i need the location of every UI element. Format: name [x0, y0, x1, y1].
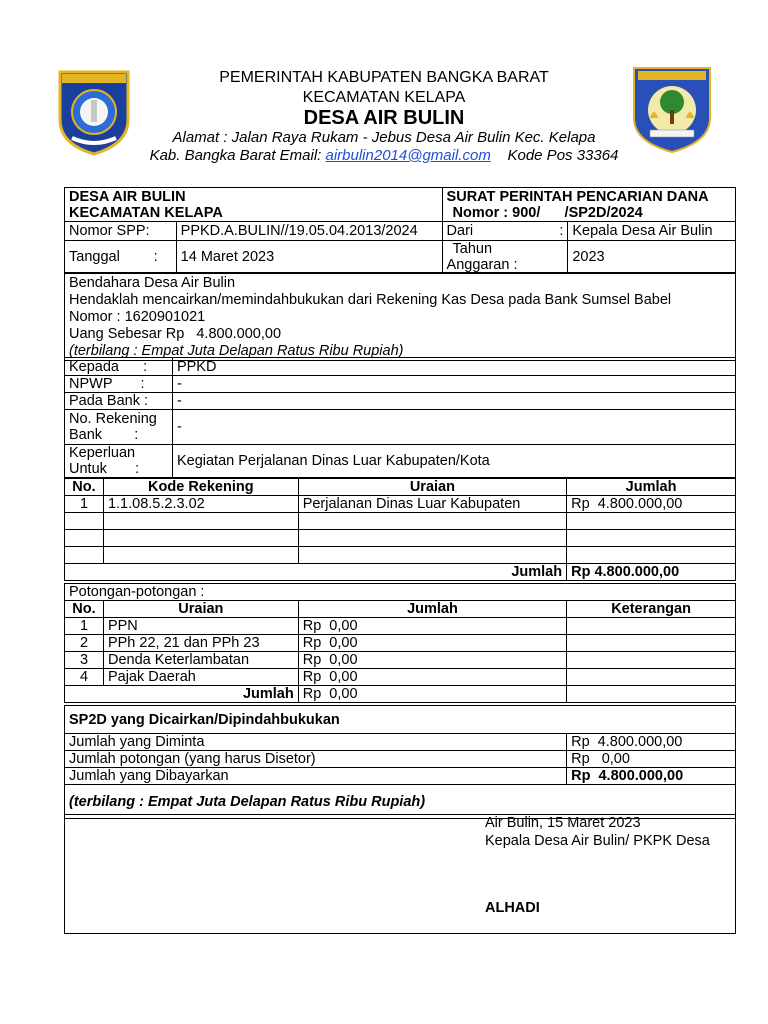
header-title: DESA AIR BULIN: [303, 107, 465, 129]
recipient-table: [64, 357, 736, 478]
table-row-empty: [65, 530, 736, 547]
table-row: 2 PPh 22, 21 dan PPh 23 Rp 0,00: [65, 635, 736, 652]
npwp-label: NPWP :: [65, 376, 173, 393]
sp2d-dibayarkan-value: Rp 4.800.000,00: [567, 768, 736, 785]
table-row: [65, 496, 736, 513]
nomor-spp-value: PPKD.A.BULIN//19.05.04.2013/2024: [176, 222, 442, 241]
keperluan-label-cell: Keperluan Untuk :: [65, 445, 173, 478]
potongan-header-jumlah: Jumlah: [298, 601, 566, 618]
doc-number: Nomor : 900/ /SP2D/2024: [452, 204, 643, 221]
rekening-uraian: Perjalanan Dinas Luar Kabupaten: [298, 496, 566, 513]
table-row: [65, 751, 736, 768]
sp2d-potongan-label: Jumlah potongan (yang harus Disetor): [65, 751, 567, 768]
potongan-total-label: Jumlah: [103, 686, 298, 703]
amount-line: Uang Sebesar Rp 4.800.000,00: [69, 326, 282, 342]
sp2d-potongan-value: Rp 0,00: [567, 751, 736, 768]
doc-title-cell: [442, 188, 735, 222]
potongan-header-no: No.: [65, 601, 104, 618]
account-number-line: Nomor : 1620901021: [69, 309, 206, 325]
rekening-header-no: No.: [65, 479, 104, 496]
signature-place-date: Air Bulin, 15 Maret 2023: [485, 815, 641, 831]
issuer-village: DESA AIR BULIN: [69, 188, 186, 205]
tahun-label-cell: Tahun Anggaran :: [442, 241, 568, 274]
signature-table: [64, 814, 736, 934]
postcode: Kode Pos 33364: [507, 147, 619, 164]
rekening-header-uraian: Uraian: [298, 479, 566, 496]
instruction-cell: [65, 273, 736, 361]
signature-position: Kepala Desa Air Bulin/ PKPK Desa: [485, 833, 710, 849]
dari-value: Kepala Desa Air Bulin: [568, 222, 736, 241]
sp2d-diminta-label: Jumlah yang Diminta: [65, 734, 567, 751]
signature-name: ALHADI: [485, 900, 540, 916]
rekening-header-kode: Kode Rekening: [103, 479, 298, 496]
issuer-cell: [65, 188, 443, 222]
issuer-district: KECAMATAN KELAPA: [69, 204, 223, 221]
table-row: 1 PPN Rp 0,00: [65, 618, 736, 635]
rekening-jumlah: Rp 4.800.000,00: [567, 496, 736, 513]
rekening-no: 1: [65, 496, 104, 513]
header-address: Alamat : Jalan Raya Rukam - Jebus Desa Air Bulin Kec. Kelapa: [172, 129, 596, 146]
sp2d-title: SP2D yang Dicairkan/Dipindahbukukan: [65, 706, 736, 734]
instruction-table: [64, 272, 736, 361]
header-address-2: [0, 147, 768, 164]
norek-label-cell: No. Rekening Bank :: [65, 410, 173, 445]
header-kecamatan: KECAMATAN KELAPA: [302, 89, 466, 106]
table-row: [65, 768, 736, 785]
signature-cell: [65, 815, 736, 934]
table-row: [65, 734, 736, 751]
bank-value: -: [172, 393, 735, 410]
tanggal-label-cell: Tanggal :: [65, 241, 177, 274]
table-row-empty: [65, 547, 736, 564]
potongan-header-keterangan: Keterangan: [567, 601, 736, 618]
keperluan-value: Kegiatan Perjalanan Dinas Luar Kabupaten/Kota: [172, 445, 735, 478]
norek-value: -: [172, 410, 735, 445]
instruction-line: Hendaklah mencairkan/memindahbukukan dari Rekening Kas Desa pada Bank Sumsel Babel: [69, 292, 672, 308]
rekening-total-value: Rp 4.800.000,00: [567, 564, 736, 581]
tahun-value: 2023: [568, 241, 736, 274]
npwp-value: -: [172, 376, 735, 393]
tanggal-value: 14 Maret 2023: [176, 241, 442, 274]
rekening-kode: 1.1.08.5.2.3.02: [103, 496, 298, 513]
rekening-total-row: [65, 564, 736, 581]
potongan-title: Potongan-potongan :: [65, 584, 736, 601]
email-link[interactable]: airbulin2014@gmail.com: [325, 147, 491, 164]
sp2d-table: [64, 705, 736, 819]
table-row-empty: [65, 513, 736, 530]
sp2d-diminta-value: Rp 4.800.000,00: [567, 734, 736, 751]
header-government: PEMERINTAH KABUPATEN BANGKA BARAT: [219, 69, 549, 86]
rekening-total-label: Jumlah: [298, 564, 566, 581]
address-prefix: Kab. Bangka Barat Email:: [149, 147, 326, 164]
kepada-value: PPKD: [172, 358, 735, 376]
doc-title: SURAT PERINTAH PENCARIAN DANA: [446, 188, 709, 205]
table-row: 4 Pajak Daerah Rp 0,00: [65, 669, 736, 686]
sp2d-terbilang: (terbilang : Empat Juta Delapan Ratus Ribu Rupiah): [65, 785, 736, 819]
potongan-table: [64, 583, 736, 703]
amount-words-line: (terbilang : Empat Juta Delapan Ratus Ribu Rupiah): [69, 343, 404, 359]
table-row: 3 Denda Keterlambatan Rp 0,00: [65, 652, 736, 669]
bendahara-line: Bendahara Desa Air Bulin: [69, 275, 236, 291]
potongan-header-uraian: Uraian: [103, 601, 298, 618]
spp-header-table: [64, 187, 736, 274]
kepada-label: Kepada :: [65, 358, 173, 376]
rekening-header-jumlah: Jumlah: [567, 479, 736, 496]
rekening-table: [64, 478, 736, 581]
potongan-total-value: Rp 0,00: [298, 686, 566, 703]
nomor-spp-label: Nomor SPP:: [65, 222, 177, 241]
bank-label: Pada Bank :: [65, 393, 173, 410]
sp2d-dibayarkan-label: Jumlah yang Dibayarkan: [65, 768, 567, 785]
potongan-total-row: [65, 686, 736, 703]
dari-label-cell: Dari :: [442, 222, 568, 241]
